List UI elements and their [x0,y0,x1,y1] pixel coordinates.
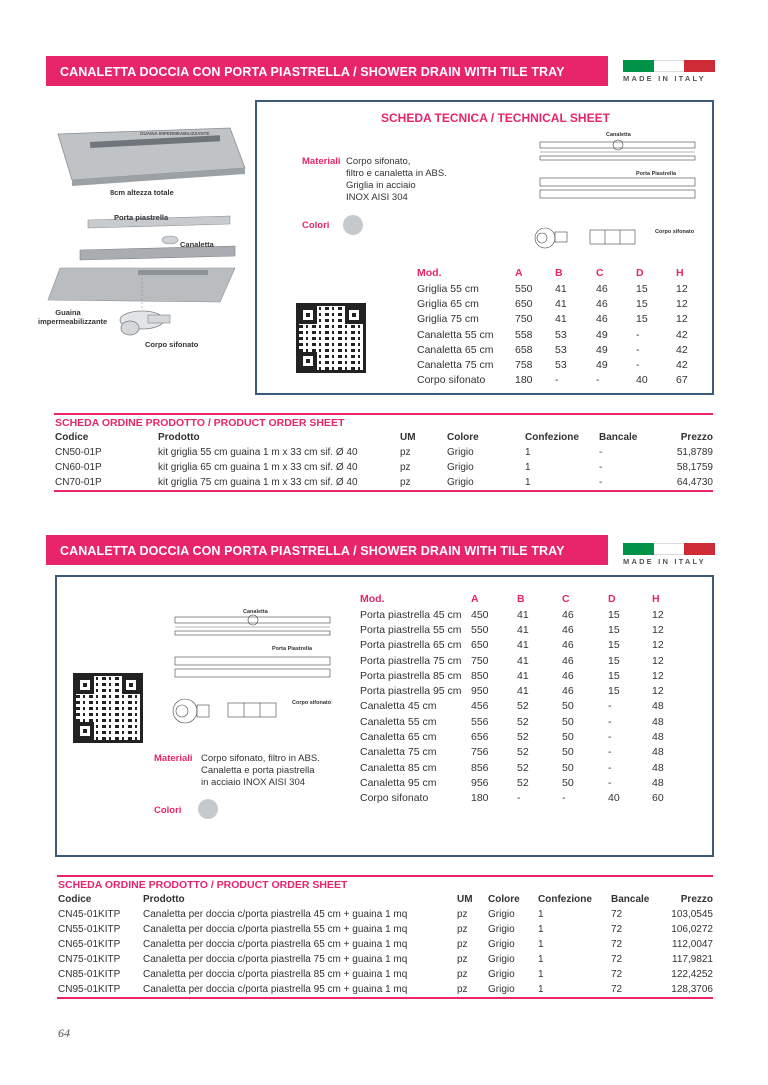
order-cell: pz [457,909,468,920]
italy-flag-icon [623,60,715,72]
dim-header: B [517,593,525,605]
dimensions-cell: - [596,374,600,387]
made-in-italy-text: MADE IN ITALY [623,557,706,566]
dimensions-cell: 850 [471,669,489,682]
order-cell: 1 [538,909,544,920]
dim-header: H [652,593,660,605]
dim-header: D [636,267,644,279]
order-cell: Grigio [447,462,474,473]
dim-header: A [471,593,479,605]
dimensions-cell: 41 [555,297,567,310]
dimensions-cell: 15 [636,297,648,310]
dimensions-cell: Griglia 65 cm [417,297,479,310]
qr-code[interactable] [296,303,366,373]
order-cell: kit griglia 65 cm guaina 1 m x 33 cm sif. Ø 40 [158,462,358,473]
membrane-printed-label: GUAINA IMPERMEABILIZZANTE [140,131,210,136]
order-cell: pz [457,924,468,935]
dimensions-cell: 950 [471,685,489,698]
dimensions-cell: 15 [608,639,620,652]
dimensions-row [360,638,672,653]
dimensions-cell: Canaletta 45 cm [360,700,437,713]
dimensions-cell: Porta piastrella 65 cm [360,639,462,652]
order-title-rule [57,875,713,877]
order-row [55,445,713,460]
order-sheet-title: SCHEDA ORDINE PRODOTTO / PRODUCT ORDER SHEET [55,417,345,429]
dimensions-cell: - [608,776,612,789]
order-cell: 112,0047 [672,939,713,950]
dimensions-row [360,607,672,622]
dimensions-cell: 750 [471,654,489,667]
dimensions-cell: 41 [517,685,529,698]
siphon-label: Corpo sifonato [145,340,199,349]
dimensions-cell: 50 [562,746,574,759]
dimensions-cell: 42 [676,359,688,372]
order-cell: 106,0272 [671,924,713,935]
order-row [58,937,713,952]
dimensions-cell: 41 [517,669,529,682]
dimensions-cell: - [608,700,612,713]
dimensions-cell: 550 [471,623,489,636]
dimensions-table [417,265,696,388]
order-cell: CN60-01P [55,462,102,473]
dimensions-cell: 41 [517,623,529,636]
dim-header: A [515,267,523,279]
order-header: UM [400,432,416,443]
dimensions-cell: 50 [562,715,574,728]
dimensions-row [360,683,672,698]
dimensions-cell: 12 [652,639,664,652]
dimensions-cell: 856 [471,761,489,774]
order-cell: Grigio [488,969,515,980]
dimensions-row [360,714,672,729]
dimensions-cell: Corpo sifonato [360,792,429,805]
order-cell: pz [400,477,411,488]
technical-drawing [165,605,335,725]
dimensions-cell: 180 [471,792,489,805]
dim-header: Mod. [417,267,442,279]
dimensions-cell: 41 [517,654,529,667]
order-row [58,967,713,982]
dimensions-header-row [417,265,696,281]
made-in-italy-badge [623,60,715,83]
order-bottom-rule [54,490,713,492]
dimensions-cell: 15 [608,654,620,667]
order-cell: kit griglia 75 cm guaina 1 m x 33 cm sif. Ø 40 [158,477,358,488]
order-cell: pz [457,984,468,995]
technical-sheet-title: SCHEDA TECNICA / TECHNICAL SHEET [381,111,610,125]
dimensions-cell: Porta piastrella 75 cm [360,654,462,667]
dim-header: B [555,267,563,279]
dimensions-cell: Griglia 55 cm [417,282,479,295]
order-header: Bancale [611,894,650,905]
materials-line: Corpo sifonato, filtro in ABS. [201,753,320,764]
order-cell: pz [400,447,411,458]
order-cell: Canaletta per doccia c/porta piastrella 55 cm + guaina 1 mq [143,924,408,935]
dimensions-cell: 12 [652,623,664,636]
dimensions-row [417,327,696,342]
order-cell: 51,8789 [676,447,713,458]
order-cell: CN75-01KITP [58,954,121,965]
order-cell: Grigio [488,954,515,965]
dimensions-cell: 12 [676,297,688,310]
dimensions-cell: Porta piastrella 45 cm [360,608,462,621]
dimensions-cell: Griglia 75 cm [417,313,479,326]
order-cell: pz [457,939,468,950]
order-header: Codice [58,894,92,905]
made-in-italy-text: MADE IN ITALY [623,74,706,83]
dimensions-cell: Porta piastrella 95 cm [360,685,462,698]
dimensions-cell: 556 [471,715,489,728]
dimensions-cell: 41 [555,313,567,326]
dimensions-cell: 52 [517,700,529,713]
order-header: Colore [488,894,520,905]
order-cell: kit griglia 55 cm guaina 1 m x 33 cm sif. Ø 40 [158,447,358,458]
order-row [58,952,713,967]
dimensions-cell: 41 [555,282,567,295]
grey-color-swatch [198,799,218,819]
order-header: Colore [447,432,479,443]
order-row [58,922,713,937]
dimensions-cell: - [608,731,612,744]
dimensions-cell: 15 [608,685,620,698]
order-cell: Grigio [488,924,515,935]
dimensions-cell: 42 [676,343,688,356]
order-cell: - [599,462,603,473]
colors-label: Colori [154,805,182,816]
order-header: Codice [55,432,89,443]
membrane-label: Guaina impermeabilizzante [38,308,108,326]
dimensions-cell: Canaletta 85 cm [360,761,437,774]
drawing-channel-label: Canaletta [243,609,268,615]
order-cell: Grigio [488,909,515,920]
drawing-tile-tray-label: Porta Piastrella [636,171,677,177]
order-row [58,982,713,997]
drawing-siphon-label: Corpo sifonato [292,700,332,706]
dimensions-cell: 41 [517,608,529,621]
order-cell: CN50-01P [55,447,102,458]
dimensions-cell: 550 [515,282,533,295]
dimensions-cell: 46 [596,282,608,295]
dimensions-row [360,745,672,760]
dimensions-row [360,729,672,744]
italy-flag-icon [623,543,715,555]
dimensions-row [417,312,696,327]
dimensions-cell: 48 [652,761,664,774]
dimensions-cell: 49 [596,343,608,356]
order-cell: 72 [611,909,623,920]
section1-banner: CANALETTA DOCCIA CON PORTA PIASTRELLA / SHOWER DRAIN WITH TILE TRAY [46,56,608,86]
order-header: UM [457,894,473,905]
dimensions-cell: 52 [517,715,529,728]
dimensions-row [417,357,696,372]
dimensions-cell: 180 [515,374,533,387]
order-cell: 1 [538,939,544,950]
dimensions-cell: 456 [471,700,489,713]
dimensions-cell: Corpo sifonato [417,374,486,387]
order-table [58,892,713,997]
materials-label: Materiali [154,753,193,764]
order-cell: - [599,447,603,458]
order-cell: 1 [538,954,544,965]
order-header: Bancale [599,432,638,443]
order-sheet-title: SCHEDA ORDINE PRODOTTO / PRODUCT ORDER SHEET [58,879,348,891]
dimensions-cell: Porta piastrella 85 cm [360,669,462,682]
dimensions-cell: 49 [596,359,608,372]
order-cell: pz [457,954,468,965]
dimensions-row [417,373,696,388]
order-cell: 1 [538,924,544,935]
dimensions-cell: 40 [636,374,648,387]
dimensions-cell: 15 [636,313,648,326]
dimensions-cell: Canaletta 75 cm [417,359,494,372]
order-cell: 1 [538,984,544,995]
order-cell: 64,4730 [676,477,713,488]
order-cell: 58,1759 [676,462,713,473]
dimensions-cell: - [517,792,521,805]
page-number: 64 [58,1026,70,1040]
tile-tray-label: Porta piastrella [114,213,169,222]
order-cell: pz [457,969,468,980]
order-header-row [58,892,713,907]
dimensions-row [360,791,672,806]
dimensions-cell: 650 [515,297,533,310]
dimensions-cell: 52 [517,731,529,744]
dimensions-row [360,622,672,637]
order-cell: Canaletta per doccia c/porta piastrella 65 cm + guaina 1 mq [143,939,408,950]
dimensions-row [360,760,672,775]
dimensions-cell: 12 [652,669,664,682]
dimensions-cell: - [608,761,612,774]
dimensions-cell: - [608,715,612,728]
order-cell: pz [400,462,411,473]
order-header: Prezzo [680,432,713,443]
made-in-italy-badge [623,543,715,566]
dimensions-cell: 46 [562,685,574,698]
dimensions-cell: 46 [562,639,574,652]
dimensions-cell: 48 [652,715,664,728]
order-cell: 72 [611,984,623,995]
order-row [58,907,713,922]
dimensions-cell: 46 [596,297,608,310]
dimensions-cell: 46 [562,623,574,636]
dimensions-cell: 53 [555,343,567,356]
dimensions-row [417,342,696,357]
materials-line: Corpo sifonato, [346,156,411,167]
dimensions-cell: 48 [652,746,664,759]
materials-line: Canaletta e porta piastrella [201,765,315,776]
materials-text [201,753,320,789]
order-cell: 72 [611,924,623,935]
dim-header: H [676,267,684,279]
channel-label: Canaletta [180,240,214,249]
dimensions-cell: 658 [515,343,533,356]
order-cell: 128,3706 [671,984,713,995]
materials-label: Materiali [302,156,341,167]
order-bottom-rule [57,997,713,999]
dimensions-cell: - [562,792,566,805]
order-header: Prezzo [680,894,713,905]
grey-color-swatch [343,215,363,235]
dimensions-cell: 656 [471,731,489,744]
order-cell: CN95-01KITP [58,984,121,995]
order-cell: 72 [611,954,623,965]
dimensions-cell: Porta piastrella 55 cm [360,623,462,636]
order-cell: 72 [611,969,623,980]
dimensions-cell: 12 [652,654,664,667]
order-title-rule [54,413,713,415]
materials-text [346,156,447,204]
drawing-siphon-label: Corpo sifonato [655,229,695,235]
dimensions-cell: 46 [562,669,574,682]
dimensions-cell: 52 [517,776,529,789]
order-cell: Grigio [488,984,515,995]
dimensions-cell: 40 [608,792,620,805]
order-cell: CN65-01KITP [58,939,121,950]
height-label: 8cm altezza totale [110,188,174,197]
dimensions-cell: 956 [471,776,489,789]
order-cell: Grigio [447,447,474,458]
dimensions-row [360,653,672,668]
dimensions-table [360,591,672,806]
dimensions-cell: 60 [652,792,664,805]
dim-header: C [562,593,570,605]
order-cell: 72 [611,939,623,950]
dimensions-cell: 750 [515,313,533,326]
dimensions-cell: 15 [608,669,620,682]
dimensions-cell: 50 [562,776,574,789]
dimensions-cell: 758 [515,359,533,372]
dimensions-cell: Canaletta 55 cm [360,715,437,728]
dimensions-cell: 450 [471,608,489,621]
drawing-tile-tray-label: Porta Piastrella [272,646,313,652]
dimensions-cell: 12 [676,282,688,295]
dimensions-cell: 52 [517,761,529,774]
dimensions-cell: 558 [515,328,533,341]
dimensions-cell: 67 [676,374,688,387]
dimensions-cell: 756 [471,746,489,759]
order-cell: 1 [525,447,531,458]
dimensions-cell: 53 [555,359,567,372]
dimensions-cell: Canaletta 55 cm [417,328,494,341]
dimensions-cell: 41 [517,639,529,652]
dimensions-row [360,668,672,683]
dimensions-cell: 50 [562,700,574,713]
order-cell: 1 [525,477,531,488]
order-cell: Grigio [488,939,515,950]
dim-header: Mod. [360,593,385,605]
order-cell: 1 [538,969,544,980]
dimensions-row [360,699,672,714]
dimensions-cell: 46 [596,313,608,326]
dimensions-header-row [360,591,672,607]
order-cell: 103,0545 [671,909,713,920]
dimensions-cell: 48 [652,700,664,713]
dimensions-cell: 48 [652,776,664,789]
order-header: Prodotto [158,432,200,443]
order-header: Confezione [538,894,592,905]
materials-line: in acciaio INOX AISI 304 [201,777,306,788]
order-cell: 122,4252 [671,969,713,980]
order-cell: Grigio [447,477,474,488]
dimensions-cell: 48 [652,731,664,744]
dimensions-row [417,296,696,311]
dimensions-cell: 15 [608,608,620,621]
dimensions-cell: 12 [676,313,688,326]
dimensions-cell: 52 [517,746,529,759]
materials-line: Griglia in acciaio [346,180,416,191]
order-cell: Canaletta per doccia c/porta piastrella 95 cm + guaina 1 mq [143,984,408,995]
colors-label: Colori [302,220,330,231]
section2-banner: CANALETTA DOCCIA CON PORTA PIASTRELLA / SHOWER DRAIN WITH TILE TRAY [46,535,608,565]
order-cell: Canaletta per doccia c/porta piastrella 75 cm + guaina 1 mq [143,954,408,965]
order-cell: CN70-01P [55,477,102,488]
dimensions-cell: 650 [471,639,489,652]
order-cell: 1 [525,462,531,473]
order-cell: CN85-01KITP [58,969,121,980]
materials-line: filtro e canaletta in ABS. [346,168,447,179]
dimensions-row [417,281,696,296]
dimensions-cell: 15 [636,282,648,295]
dimensions-cell: - [555,374,559,387]
dimensions-cell: - [636,359,640,372]
dimensions-cell: Canaletta 65 cm [417,343,494,356]
dimensions-cell: - [608,746,612,759]
dimensions-cell: - [636,328,640,341]
dimensions-cell: 53 [555,328,567,341]
order-cell: Canaletta per doccia c/porta piastrella 85 cm + guaina 1 mq [143,969,408,980]
exploded-product-figure [30,120,255,370]
dimensions-cell: 49 [596,328,608,341]
dimensions-cell: - [636,343,640,356]
order-header: Prodotto [143,894,185,905]
dimensions-cell: 12 [652,685,664,698]
dimensions-cell: 50 [562,731,574,744]
qr-code[interactable] [73,673,143,743]
dimensions-cell: 12 [652,608,664,621]
dimensions-cell: 15 [608,623,620,636]
order-cell: - [599,477,603,488]
order-header-row [55,430,713,445]
materials-line: INOX AISI 304 [346,192,408,203]
order-header: Confezione [525,432,579,443]
order-cell: 117,9821 [672,954,713,965]
dimensions-cell: 42 [676,328,688,341]
dim-header: D [608,593,616,605]
order-cell: CN45-01KITP [58,909,121,920]
order-cell: Canaletta per doccia c/porta piastrella 45 cm + guaina 1 mq [143,909,408,920]
dimensions-cell: 50 [562,761,574,774]
dimensions-cell: Canaletta 65 cm [360,731,437,744]
order-row [55,460,713,475]
drawing-channel-label: Canaletta [606,132,631,138]
dimensions-cell: Canaletta 75 cm [360,746,437,759]
dimensions-row [360,775,672,790]
dimensions-cell: Canaletta 95 cm [360,776,437,789]
order-cell: CN55-01KITP [58,924,121,935]
dim-header: C [596,267,604,279]
dimensions-cell: 46 [562,608,574,621]
order-table [55,430,713,490]
dimensions-cell: 46 [562,654,574,667]
order-row [55,475,713,490]
